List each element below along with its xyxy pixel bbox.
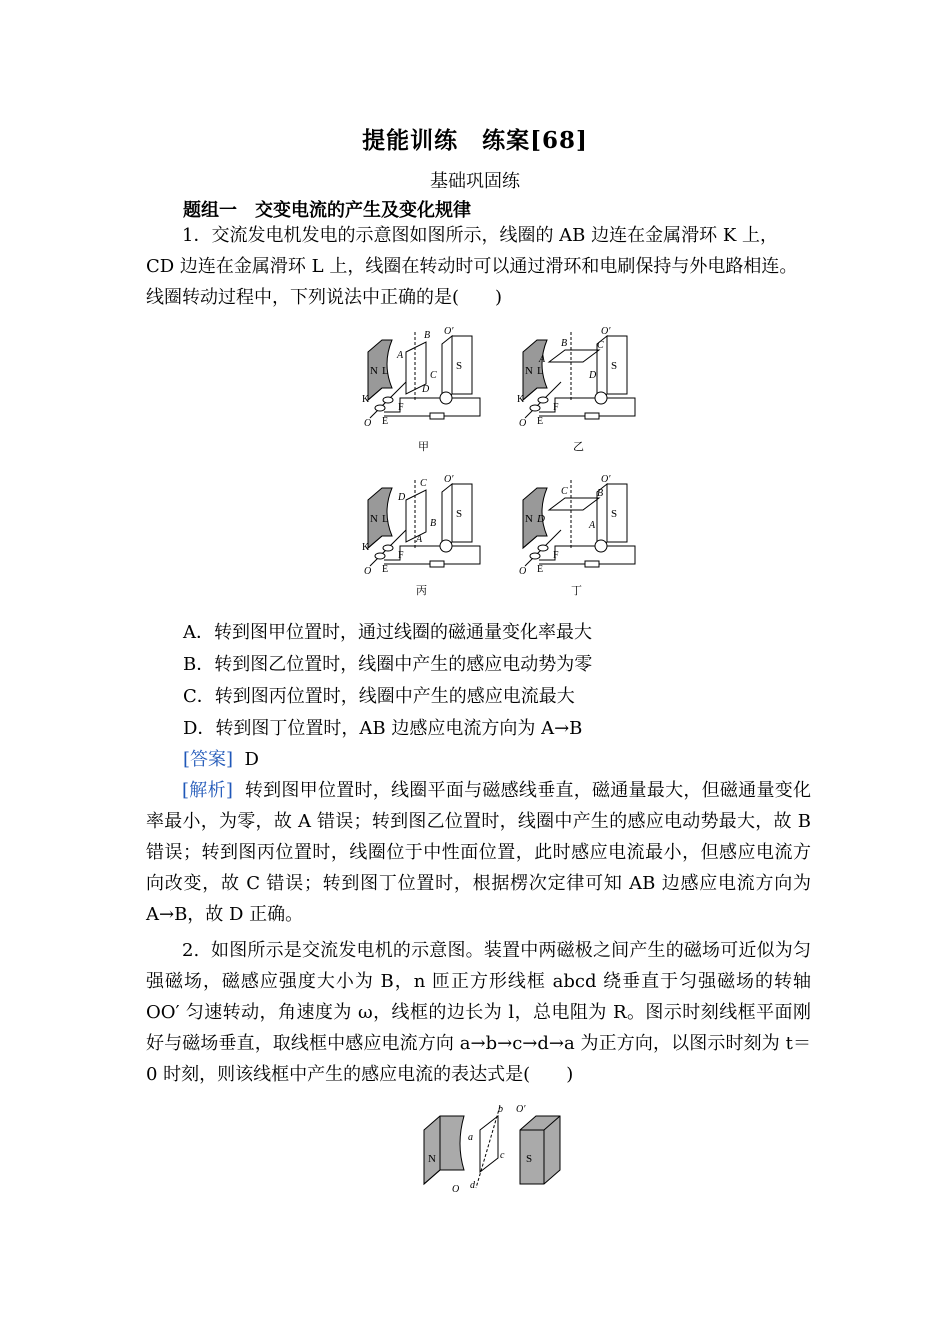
figure-label-yi: 乙 — [573, 441, 584, 453]
section-subtitle: 基础巩固练 — [430, 171, 520, 192]
fig-q2-c: c — [500, 1150, 505, 1161]
figure-label-jia: 甲 — [418, 441, 429, 453]
fig-yi-A: A — [539, 354, 546, 365]
fig-yi-D: D — [589, 370, 597, 381]
fig-bing-A: A — [416, 534, 423, 545]
explanation-text: 转到图甲位置时，线圈平面与磁感线垂直，磁通量最大，但磁通量变化率最小，为零，故 A 错误；转到图乙位置时，线圈中产生的感应电动势最大，故 B 错误；转到图丙位置时，线圈位于中性面位置，此时感应电流最小，但感应电流方向改变，故 C 错误；转到图丁位置时，根据楞次定律可知 AB 边感应电流方向为 A→B，故 D 正确。 — [146, 780, 811, 925]
fig-jia-S: S — [456, 360, 463, 372]
fig-ding-D: D — [537, 513, 545, 525]
fig-yi-E: E — [537, 416, 544, 427]
fig-jia-D: D — [422, 384, 430, 395]
fig-jia-K: K — [362, 394, 370, 405]
question-1-stem — [146, 220, 811, 313]
fig-bing-L: L — [382, 513, 389, 525]
fig-jia-L: L — [382, 365, 389, 377]
explanation — [146, 775, 811, 930]
fig-q2-O: O — [452, 1184, 460, 1195]
fig-ding-C: C — [561, 486, 568, 497]
fig-bing-E: E — [382, 564, 389, 575]
fig-jia-F: F — [398, 402, 404, 413]
option-b: B．转到图乙位置时，线圈中产生的感应电动势为零 — [183, 654, 593, 675]
page-title: 提能训练 练案[68] — [362, 127, 588, 154]
fig-bing-F: F — [398, 550, 404, 561]
fig-jia-A: A — [397, 350, 404, 361]
question-2-stem — [146, 935, 811, 1090]
question-1-line2: CD 边连在金属滑环 L 上，线圈在转动时可以通过滑环和电刷保持与外电路相连。 — [146, 256, 798, 277]
question-1-number: 1． — [182, 225, 212, 246]
fig-q2-d: d — [470, 1180, 475, 1191]
fig-ding-A: A — [589, 520, 596, 531]
group-heading: 题组一 交变电流的产生及变化规律 — [183, 200, 471, 221]
fig-jia-N: N — [370, 365, 378, 377]
fig-ding-F: F — [553, 550, 559, 561]
fig-yi-Oprime: O′ — [601, 326, 611, 337]
figure-jia — [360, 322, 490, 457]
fig-ding-B: B — [597, 488, 604, 499]
question-2-text: 如图所示是交流发电机的示意图。装置中两磁极之间产生的磁场可近似为匀强磁场，磁感应强度大小为 B，n 匝正方形线框 abcd 绕垂直于匀强磁场的转轴 OO′ 匀速转动，角速度为 ω，线框的边长为 l，总电阻为 R。图示时刻线框平面刚好与磁场垂直，取线框中感应电流方向 a→b→c→d→a 为正方向，以图示时刻为 t＝0 时刻，则该线框中产生的感应电流的表达式是( ) — [146, 940, 811, 1085]
answer-value: D — [244, 749, 259, 770]
fig-jia-Oprime: O′ — [444, 326, 454, 337]
fig-yi-C: C — [597, 340, 604, 351]
fig-jia-C: C — [430, 370, 437, 381]
figure-label-bing: 丙 — [416, 585, 427, 597]
fig-bing-Oprime: O′ — [444, 474, 454, 485]
fig-yi-F: F — [553, 402, 559, 413]
fig-bing-D: D — [398, 492, 406, 503]
figure-ding — [515, 470, 645, 605]
fig-ding-S: S — [611, 508, 618, 520]
figure-label-ding: 丁 — [571, 585, 582, 597]
figure-yi — [515, 322, 645, 457]
question-2-number: 2. — [182, 940, 200, 961]
fig-bing-B: B — [430, 518, 437, 529]
fig-yi-K: K — [517, 394, 525, 405]
fig-bing-S: S — [456, 508, 463, 520]
fig-yi-N: N — [525, 365, 533, 377]
fig-q2-b: b — [498, 1104, 503, 1115]
fig-bing-O: O — [364, 566, 372, 577]
fig-ding-Oprime: O′ — [601, 474, 611, 485]
fig-jia-B: B — [424, 330, 431, 341]
figure-bing — [360, 470, 490, 605]
option-c: C．转到图丙位置时，线圈中产生的感应电流最大 — [183, 686, 575, 707]
fig-q2-a: a — [468, 1132, 473, 1143]
fig-q2-N: N — [428, 1153, 436, 1165]
fig-ding-E: E — [537, 564, 544, 575]
fig-bing-K: K — [362, 542, 370, 553]
question-1-line3: 线圈转动过程中，下列说法中正确的是( ) — [146, 287, 503, 308]
question-1-line1: 交流发电机发电的示意图如图所示，线圈的 AB 边连在金属滑环 K 上， — [211, 225, 779, 246]
fig-q2-S: S — [526, 1153, 533, 1165]
option-a: A．转到图甲位置时，通过线圈的磁通量变化率最大 — [183, 622, 592, 643]
fig-jia-O: O — [364, 418, 372, 429]
answer-tag: [答案] — [183, 749, 234, 770]
fig-yi-O: O — [519, 418, 527, 429]
fig-yi-B: B — [561, 338, 568, 349]
fig-bing-N: N — [370, 513, 378, 525]
fig-q2-Oprime: O′ — [516, 1104, 526, 1115]
fig-ding-N: N — [525, 513, 533, 525]
option-d: D．转到图丁位置时，AB 边感应电流方向为 A→B — [183, 718, 583, 739]
explanation-tag: [解析] — [182, 780, 233, 801]
fig-bing-C: C — [420, 478, 427, 489]
figure-q2-generator — [418, 1100, 568, 1200]
fig-yi-S: S — [611, 360, 618, 372]
fig-yi-L: L — [537, 365, 544, 377]
answer-line — [183, 745, 259, 771]
fig-ding-O: O — [519, 566, 527, 577]
fig-jia-E: E — [382, 416, 389, 427]
